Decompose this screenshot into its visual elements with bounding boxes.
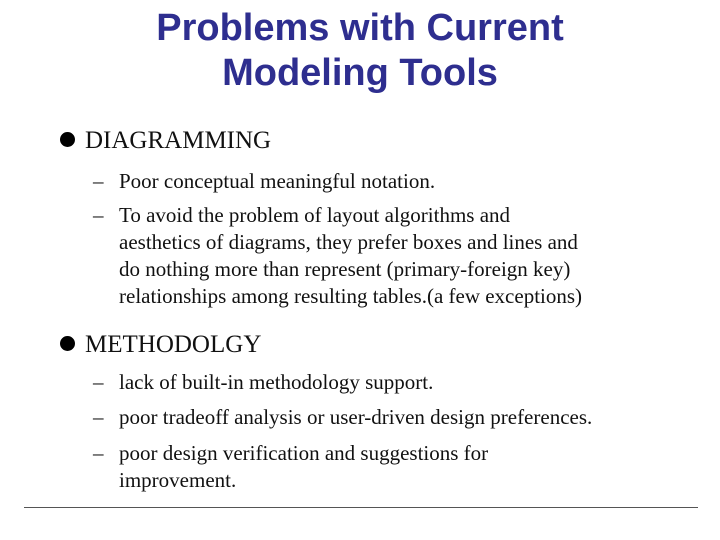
sub-item-line: do nothing more than represent (primary-foreign key) [119, 257, 571, 281]
sub-item-line: lack of built-in methodology support. [119, 370, 434, 394]
dash-icon: – [93, 405, 104, 429]
bullet-diagramming [60, 126, 271, 156]
bullet-heading: DIAGRAMMING [85, 127, 272, 154]
sub-item-line: poor tradeoff analysis or user-driven design preferences. [119, 405, 593, 429]
dash-icon: – [93, 370, 104, 394]
bullet-dot-icon [60, 336, 75, 351]
sub-item-line: improvement. [119, 468, 237, 492]
title-line-1: Problems with Current [156, 7, 564, 49]
sub-item-line: Poor conceptual meaningful notation. [119, 169, 436, 193]
sub-item [93, 369, 433, 396]
sub-item-line: relationships among resulting tables.(a few exceptions) [119, 284, 583, 308]
slide-title [0, 6, 720, 96]
sub-item-line: aesthetics of diagrams, they prefer boxes and lines and [119, 230, 578, 254]
bottom-divider [24, 507, 698, 508]
dash-icon: – [93, 169, 104, 193]
bullet-methodology [60, 330, 261, 360]
dash-icon: – [93, 203, 104, 227]
sub-item [93, 440, 488, 494]
sub-item [93, 404, 592, 431]
dash-icon: – [93, 441, 104, 465]
bullet-dot-icon [60, 132, 75, 147]
title-line-2: Modeling Tools [222, 52, 498, 94]
sub-item-line: poor design verification and suggestions for [119, 441, 489, 465]
sub-item [93, 202, 582, 310]
sub-item-line: To avoid the problem of layout algorithms and [119, 203, 511, 227]
sub-item [93, 168, 435, 195]
bullet-heading: METHODOLGY [85, 331, 262, 358]
